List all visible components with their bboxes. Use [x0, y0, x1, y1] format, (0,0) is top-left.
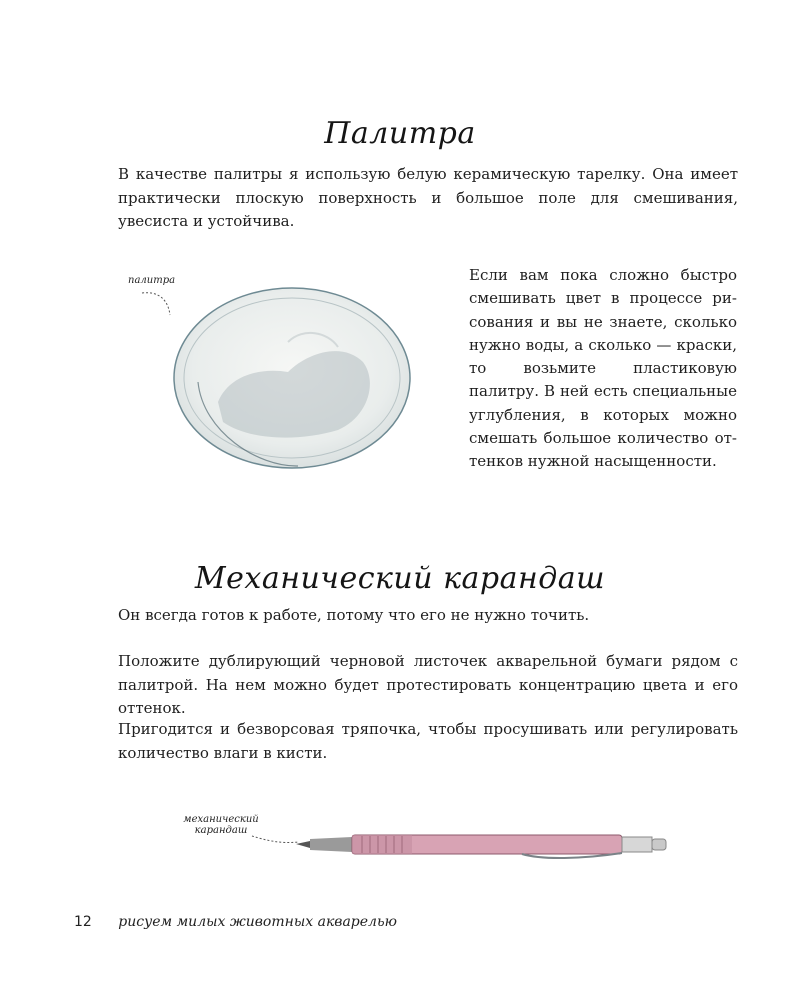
- palette-label: палитра: [128, 275, 176, 286]
- pencil-label-pointer: [250, 832, 300, 852]
- palette-side-text: Если вам пока сложно быстро смешивать цвет в процессе рисования и вы не знаете, сколько нужно воды, а сколько — краски, то возьмите пластиковую палитру. В ней есть специальные углубления, в которых можно смешать большое количество оттенков нужной насыщенности.: [469, 266, 737, 471]
- mechanical-pencil-icon: [292, 826, 672, 866]
- section-title-pencil: Механический карандаш: [194, 560, 606, 596]
- section-title-palette: Палитра: [324, 116, 476, 152]
- pencil-paragraph-1: Он всегда готов к работе, потому что его не нужно точить.: [118, 606, 590, 624]
- palette-plate-icon: [168, 282, 418, 482]
- palette-label-pointer: [138, 285, 198, 325]
- book-title: рисуем милых животных акварелью: [118, 914, 397, 930]
- page-footer: [74, 914, 397, 930]
- pencil-paragraph-2: Положите дублирующий черновой листочек акварельной бумаги рядом с палитрой. На нем можно будет протестировать концентрацию цвета и его оттенок.: [118, 652, 738, 717]
- palette-intro-text: В качестве палитры я использую белую керамическую тарелку. Она имеет практически плоскую поверхность и большое поле для смешивания, увесиста и устойчива.: [118, 165, 738, 230]
- pencil-label: механический карандаш: [183, 814, 259, 836]
- page-number: 12: [74, 914, 92, 930]
- pencil-paragraph-3: Пригодится и безворсовая тряпочка, чтобы просушивать или регулировать количество влаги в кисти.: [118, 720, 738, 762]
